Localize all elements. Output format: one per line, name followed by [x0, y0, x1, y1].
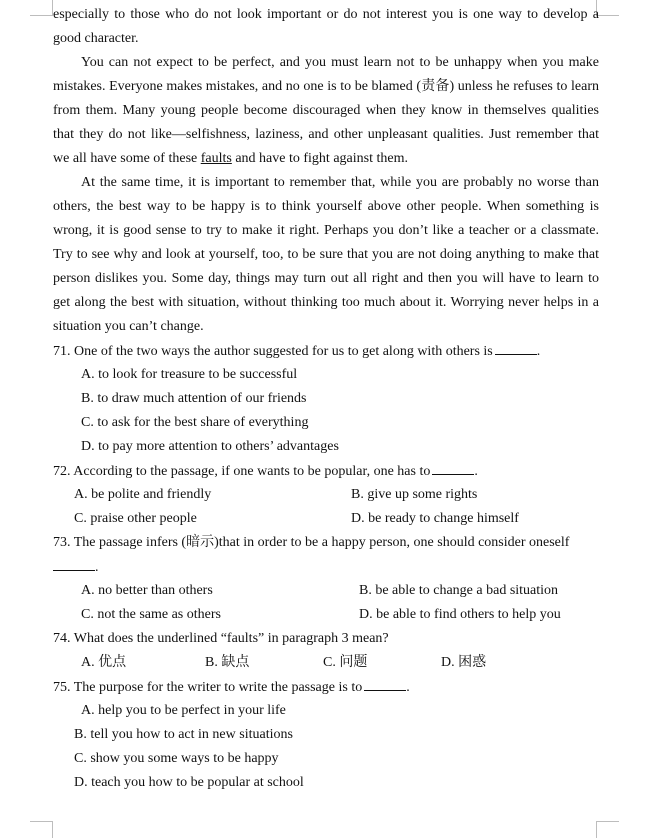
- passage-paragraph-3: [53, 51, 599, 171]
- option-b: B. tell you how to act in new situations: [74, 727, 293, 742]
- text-line: that they do not like—selfishness, laziness, and other unpleasant qualities. Just remember that: [53, 127, 599, 142]
- option-d: D. 困惑: [441, 655, 487, 670]
- question-73: [53, 531, 599, 627]
- answer-blank: [495, 339, 537, 355]
- page-corner-mark: [596, 0, 619, 16]
- option-b: B. to draw much attention of our friends: [81, 391, 307, 406]
- answer-blank: [432, 459, 474, 475]
- option-c: C. 问题: [323, 655, 368, 670]
- option-c: C. praise other people: [74, 511, 197, 526]
- text-line: At the same time, it is important to remember that, while you are probably no worse than: [81, 175, 599, 190]
- option-row: [53, 507, 599, 531]
- text-line: Try to see why and look at yourself, too, to be sure that you are not doing anything to make that: [53, 247, 599, 262]
- option-a: A. no better than others: [81, 583, 213, 598]
- text-line: especially to those who do not look important or do not interest you is one way to develop a: [53, 7, 599, 22]
- document-page: [53, 3, 599, 795]
- passage-paragraph-4: [53, 171, 599, 339]
- option-c: C. show you some ways to be happy: [74, 751, 279, 766]
- question-71: [53, 339, 599, 459]
- answer-blank: [53, 555, 95, 571]
- question-stem: 73. The passage infers (暗示)that in order to be a happy person, one should consider oneself: [53, 535, 570, 550]
- question-stem-continued: [53, 555, 599, 579]
- stem-end: .: [536, 344, 541, 359]
- underlined-word-faults: faults: [200, 151, 232, 166]
- text-span: and have to fight against them.: [235, 151, 408, 166]
- text-line: mistakes. Everyone makes mistakes, and no one is to be blamed (责备) unless he refuses to learn: [53, 79, 599, 94]
- stem-text: 71. One of the two ways the author suggested for us to get along with others is: [53, 344, 493, 359]
- text-span: we all have some of these: [53, 151, 198, 166]
- text-line: get along the best with situation, without thinking too much about it. Worrying never helps in a: [53, 295, 599, 310]
- option-d: D. be able to find others to help you: [359, 607, 561, 622]
- option-row: [53, 603, 599, 627]
- text-line: You can not expect to be perfect, and you must learn not to be unhappy when you make: [81, 55, 599, 70]
- option-b: B. give up some rights: [351, 487, 478, 502]
- text-line: person dislikes you. Some day, things may turn out all right and then you will have to learn to: [53, 271, 599, 286]
- stem-end: .: [406, 680, 410, 695]
- option-d: D. to pay more attention to others’ advantages: [81, 439, 339, 454]
- stem-end: .: [95, 560, 99, 575]
- option-b: B. be able to change a bad situation: [359, 583, 559, 598]
- stem-text: 72. According to the passage, if one wants to be popular, one has to: [53, 464, 431, 479]
- question-stem: [53, 339, 599, 363]
- question-72: [53, 459, 599, 531]
- text-line: situation you can’t change.: [53, 319, 204, 334]
- question-stem: [53, 675, 599, 699]
- option-c: C. not the same as others: [81, 607, 221, 622]
- option-row: [53, 579, 599, 603]
- option-row: [53, 483, 599, 507]
- option-a: A. 优点: [81, 655, 127, 670]
- option-a: A. be polite and friendly: [74, 487, 212, 502]
- text-line: others, the best way to be happy is to think yourself above other people. When something is: [53, 199, 599, 214]
- text-line: [53, 147, 599, 171]
- page-corner-mark: [30, 821, 53, 838]
- text-line: wrong, it is good sense to try to make it right. Perhaps you don’t like a teacher or a classmate.: [53, 223, 599, 238]
- question-stem: [53, 459, 599, 483]
- option-d: D. teach you how to be popular at school: [74, 775, 304, 790]
- option-d: D. be ready to change himself: [351, 511, 519, 526]
- option-a: A. help you to be perfect in your life: [81, 703, 286, 718]
- text-line: good character.: [53, 31, 139, 46]
- passage-paragraph-2: [53, 3, 599, 51]
- option-a: A. to look for treasure to be successful: [81, 367, 298, 382]
- stem-text: 75. The purpose for the writer to write the passage is to: [53, 680, 363, 695]
- text-line: from them. Many young people become discouraged when they know in themselves qualities: [53, 103, 599, 118]
- question-stem: 74. What does the underlined “faults” in paragraph 3 mean?: [53, 631, 389, 646]
- stem-end: .: [474, 464, 478, 479]
- answer-blank: [364, 675, 406, 691]
- question-75: [53, 675, 599, 795]
- question-74: [53, 627, 599, 675]
- page-corner-mark: [596, 821, 619, 838]
- option-b: B. 缺点: [205, 655, 250, 670]
- page-corner-mark: [30, 0, 53, 16]
- option-row: [53, 651, 599, 675]
- option-c: C. to ask for the best share of everything: [81, 415, 309, 430]
